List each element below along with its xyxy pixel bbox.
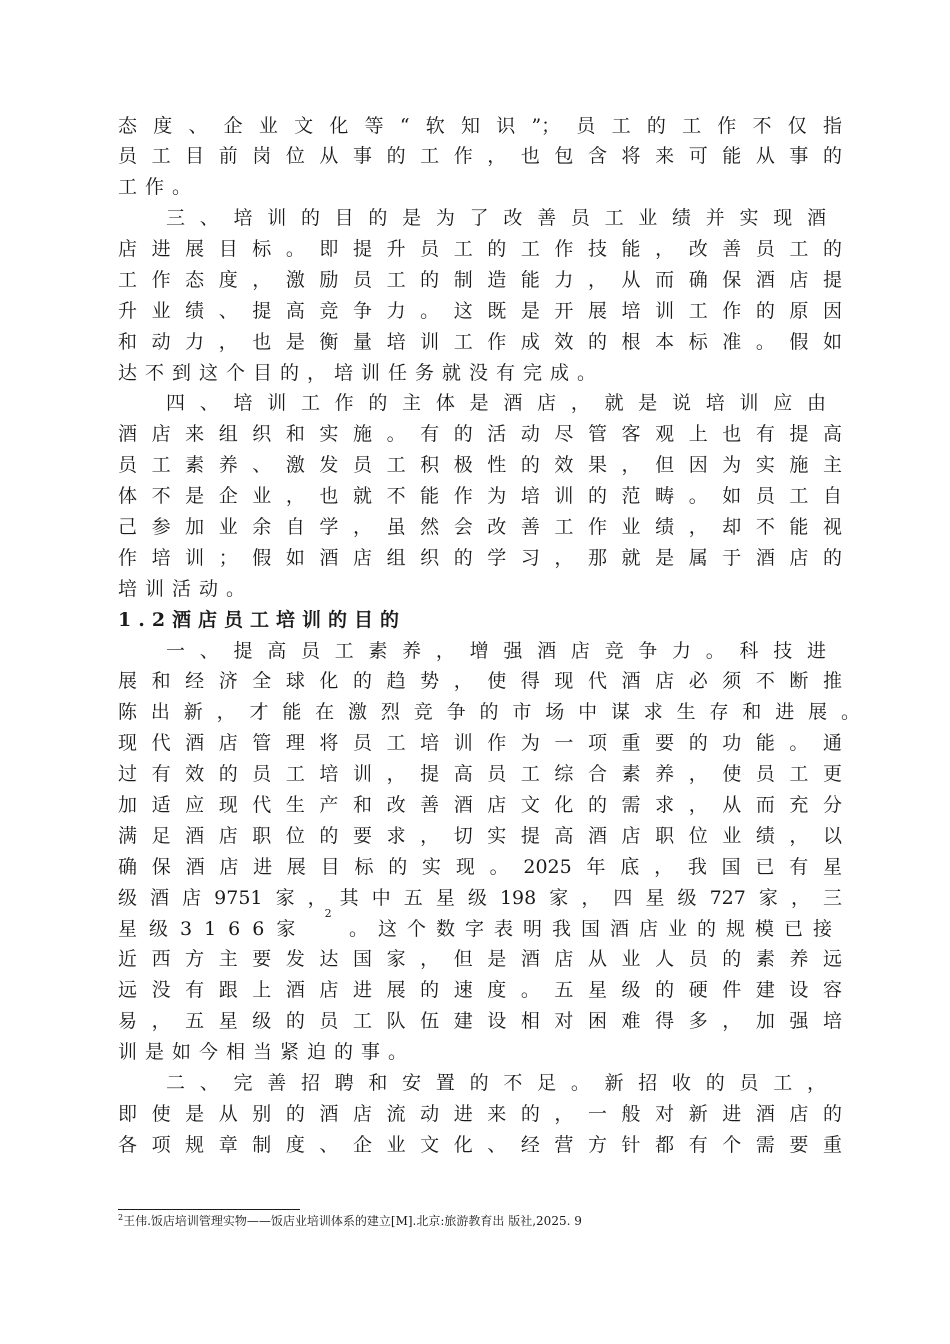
text-line: 过有效的员工培训，提高员工综合素养，使员工更 bbox=[118, 763, 842, 785]
footnote-mark: 2 bbox=[118, 1213, 124, 1222]
text-line: 作培训；假如酒店组织的学习，那就是属于酒店的 bbox=[118, 547, 842, 569]
text-line: 展和经济全球化的趋势，使得现代酒店必须不断推 bbox=[118, 670, 842, 692]
footnote-text: 王伟.饭店培训管理实物——饭店业培训体系的建立[M].北京:旅游教育出 版社,2025. 9 bbox=[123, 1214, 582, 1228]
text-line: 远没有跟上酒店进展的速度。五星级的硬件建设容 bbox=[118, 979, 842, 1001]
footnote-reference: 2 bbox=[324, 907, 332, 920]
paragraph-start-line: 二、完善招聘和安置的不足。新招收的员工， bbox=[166, 1072, 826, 1094]
text-line: 体不是企业，也就不能作为培训的范畴。如员工自 bbox=[118, 485, 842, 507]
text-line: 培训活动。 bbox=[118, 578, 254, 600]
paragraph-start-line: 三、培训的目的是为了改善员工业绩并实现酒 bbox=[166, 207, 826, 229]
footnote-divider bbox=[118, 1209, 300, 1210]
text-line: 酒店来组织和实施。有的活动尽管客观上也有提高 bbox=[118, 423, 842, 445]
text-line: 确保酒店进展目标的实现。2025年底，我国已有星 bbox=[118, 856, 842, 878]
text-segment: 星级3166家 bbox=[118, 918, 308, 940]
text-segment: 。这个数字表明我国酒店业的规模已接 bbox=[348, 918, 842, 940]
paragraph-start-line: 四、培训工作的主体是酒店，就是说培训应由 bbox=[166, 392, 826, 414]
section-heading: 1.2酒店员工培训的目的 bbox=[118, 609, 407, 631]
text-line: 和动力，也是衡量培训工作成效的根本标准。假如 bbox=[118, 331, 842, 353]
text-line: 现代酒店管理将员工培训作为一项重要的功能。通 bbox=[118, 732, 842, 754]
text-line-with-footnote bbox=[118, 907, 842, 944]
text-line: 员工目前岗位从事的工作，也包含将来可能从事的 bbox=[118, 145, 842, 167]
text-line: 工作态度，激励员工的制造能力，从而确保酒店提 bbox=[118, 269, 842, 291]
text-line: 店进展目标。即提升员工的工作技能，改善员工的 bbox=[118, 238, 842, 260]
paragraph-start-line: 一、提高员工素养，增强酒店竞争力。科技进 bbox=[166, 640, 826, 662]
text-line: 级酒店9751家，其中五星级198家，四星级727家，三 bbox=[118, 887, 842, 909]
text-line: 己参加业余自学，虽然会改善工作业绩，却不能视 bbox=[118, 516, 842, 538]
text-line: 各项规章制度、企业文化、经营方针都有个需要重 bbox=[118, 1134, 842, 1156]
text-line: 加适应现代生产和改善酒店文化的需求，从而充分 bbox=[118, 794, 842, 816]
text-line: 工作。 bbox=[118, 176, 200, 198]
text-line: 满足酒店职位的要求，切实提高酒店职位业绩，以 bbox=[118, 825, 842, 847]
text-line: 易，五星级的员工队伍建设相对困难得多，加强培 bbox=[118, 1010, 842, 1032]
footnote bbox=[118, 1212, 738, 1230]
text-line: 训是如今相当紧迫的事。 bbox=[118, 1041, 416, 1063]
text-line: 达不到这个目的，培训任务就没有完成。 bbox=[118, 362, 605, 384]
text-line: 即使是从别的酒店流动进来的，一般对新进酒店的 bbox=[118, 1103, 842, 1125]
text-line: 近西方主要发达国家，但是酒店从业人员的素养远 bbox=[118, 948, 842, 970]
text-line: 态度、企业文化等“软知识”；员工的工作不仅指 bbox=[118, 115, 842, 137]
text-line: 陈出新，才能在激烈竞争的市场中谋求生存和进展。 bbox=[118, 701, 860, 723]
text-line: 升业绩、提高竞争力。这既是开展培训工作的原因 bbox=[118, 300, 842, 322]
text-line: 员工素养、激发员工积极性的效果，但因为实施主 bbox=[118, 454, 842, 476]
